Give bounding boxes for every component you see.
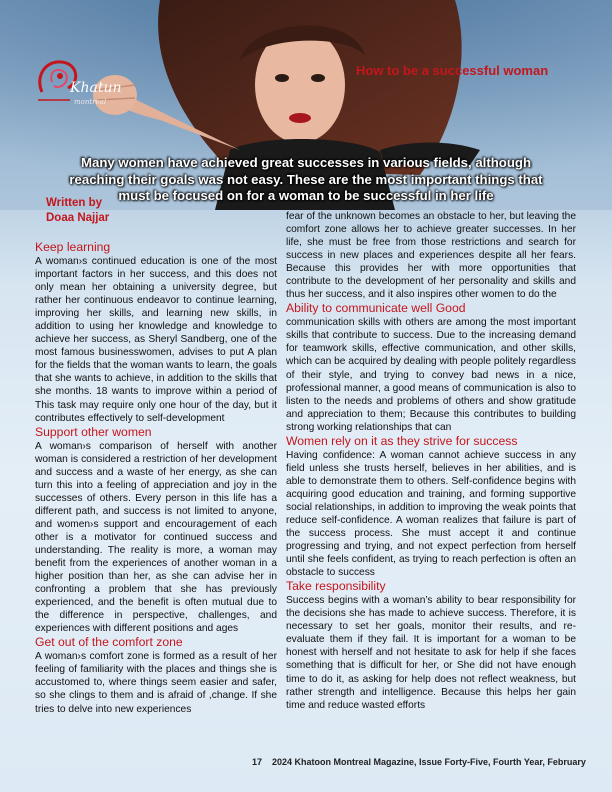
- right-column: [286, 210, 576, 712]
- section-text-comfort-zone: A woman›s comfort zone is formed as a result of her feeling of familiarity with the places and things she is accustomed to, where things seem easier and safer, so she clings to them and is afraid of ,change. If she tries to delve into new experiences: [35, 651, 277, 715]
- article-headline: Many women have achieved great successes in various fields, although reaching their goals was not easy. These are the most important things that must be focused on for a woman to be successful in her life: [69, 155, 543, 203]
- section-text-support-women: A woman›s comparison of herself with another woman is considered a restriction of her development and success and a waste of her energy, as she can turn this into a feeling of appreciation and joy in the successes of others. Every person in this life has a different path, and success is not limited to anyone, and women›s support and encouragement of each other is a motivator for continued success and understanding. The reality is more, a woman may benefit from the experiences of another woman in a higher position than her, as she can advise her in confronting a problem that she has previously experienced, and the benefit is often mutual due to the difference in perspective, challenges, and experiences with different positions and ages: [35, 440, 277, 635]
- logo-subtext: montreal: [74, 98, 107, 106]
- left-column: [35, 240, 277, 716]
- byline-label: Written by: [46, 197, 103, 209]
- section-text-responsibility: Success begins with a woman’s ability to bear responsibility for the decisions she has made to achieve success. Therefore, it is necessary to set her goals, monitor their results, and re-evaluate them if they fail. It is important for a woman to be honest with herself and not hesitate to ask for help if she faces something that is difficult for her, or She did not have enough time to do it, as asking for help does not reflect weakness, but rather strength and intelligence. Because this helps her gain time and reduce wasted efforts: [286, 595, 576, 711]
- section-heading-keep-learning: Keep learning: [35, 240, 111, 254]
- section-heading-responsibility: Take responsibility: [286, 579, 386, 594]
- section-text-comfort-zone-continued: fear of the unknown becomes an obstacle to her, but leaving the comfort zone allows her to achieve greater successes. In her life, she must be free from those restrictions and search for success in new places and experiences despite all her fears. Because this provides her with more opportunities that contribute to the development of her personality and skills and thus her success, and it also inspires other women to do the: [286, 211, 576, 301]
- section-text-keep-learning: A woman›s continued education is one of the most important factors in her success, and this does not only mean her obtaining a university degree, but rather her continuous endeavor to continue learning, improving her skills, and learning new skills, in addition to using her knowledge and knowledge to achieve her success, as Sheryl Sandberg, one of the most famous businesswomen, advises to put A plan for the fields that the woman wants to learn, the goals that she wants to achieve, in addition to the skills that she months. 18 wants to improve within a period of This task may require only one hour of the day, but it contributes effectively to self-development: [35, 256, 277, 424]
- logo-text: Khatun: [70, 80, 122, 96]
- section-heading-communicate: Ability to communicate well Good: [286, 301, 466, 316]
- section-heading-rely: Women rely on it as they strive for success: [286, 433, 518, 448]
- section-heading-support-women: Support other women: [35, 424, 152, 439]
- article-title: How to be a successful woman: [356, 63, 549, 78]
- section-text-communicate: communication skills with others are among the most important skills that contribute to success. Due to the increasing demand for teamwork skills, effective communication, and other skills, which can be acquired by dealing with people politely regardless of their style, and trying to convey bad news in a nice, professional manner, a good means of communication is also to listen to the needs and problems of others and show gratitude and appreciation to them; Because this contributes to building strong working relationships that can: [286, 317, 576, 433]
- section-heading-comfort-zone: Get out of the comfort zone: [35, 635, 183, 650]
- section-text-rely: Having confidence: A woman cannot achieve success in any field unless she trusts herself, believes in her abilities, and is able to demonstrate them to others. Self-confidence begins with acquiring good education and training, and forming supportive social relationships, in addition to improving the weak points that reduce self-confidence. A woman realizes that failure is part of the success process. She must accept it and continue progressing and trying, and not expect perfection from herself until she feels confident, as trying to reach perfection is often an obstacle to success: [286, 449, 576, 579]
- byline-author: Doaa Najjar: [46, 211, 110, 224]
- page-number: 17: [252, 757, 263, 767]
- byline: [46, 196, 109, 225]
- magazine-footer: 2024 Khatoon Montreal Magazine, Issue Forty-Five, Fourth Year, February: [272, 757, 586, 767]
